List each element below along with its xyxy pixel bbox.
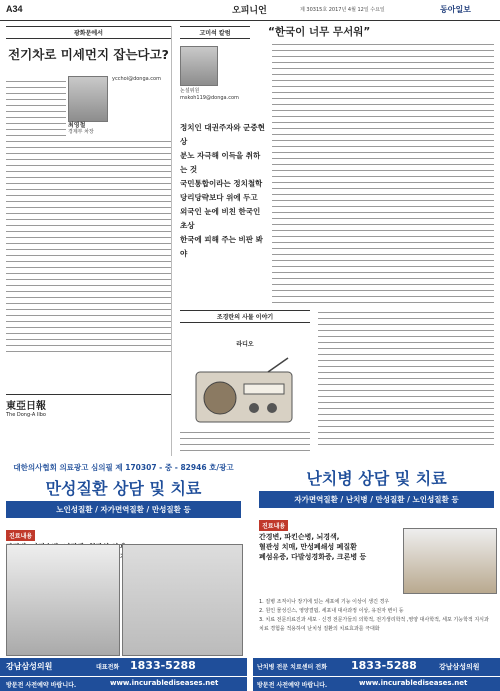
author-role: 경제부 차장 [68,129,94,135]
pull-quote: 국민통합이라는 정치철학 [180,179,263,188]
ad-right-phone[interactable]: 1833-5288 [351,659,417,672]
masthead-logo: 東亞日報 [6,401,46,412]
ad-phone[interactable]: 1833-5288 [130,659,196,672]
ad-right-points [259,598,495,634]
ad-right-site-label: 방문전 사전예약 바랍니다. [257,682,328,689]
ad-right-program-item: 폐섬유증, 다발성경화증, 크론병 등 [259,553,367,561]
page-header [0,0,500,21]
ad-footer [0,658,247,676]
radio-illustration [188,356,300,428]
ad-subtopics: 노인성질환 / 자가면역질환 / 만성질환 등 [6,501,241,518]
ad-right-site-url[interactable]: www.incurablediseases.net [359,679,468,687]
ad-phone-label: 대표전화 [96,664,120,671]
ad-site-label: 방문전 사전예약 바랍니다. [6,682,77,689]
columnist-role: 논설위원 [180,88,200,94]
columnist-byline [180,88,260,102]
ad-right-program-label: 진료내용 [259,520,288,531]
pull-quote: 당리당략보다 위에 두고 [180,193,258,202]
pull-quote: 외국인 눈에 비친 한국인 초상 [180,207,261,230]
ad-approval: 대한의사협회 의료광고 심의필 제 170307 - 중 - 82946 호/광고 [13,463,234,472]
column-body [272,44,494,314]
author-email: ycchoi@donga.com [112,76,161,82]
ad-right-clinic-name: 강남삼성의원 [439,663,480,671]
author-name: 최영철 [68,122,86,129]
ad-right-point: 1. 질병 조직이나 장기에 있는 세포에 기능 이상이 생긴 경우 [259,599,390,605]
page-number: A34 [6,4,23,14]
ad-site-url[interactable]: www.incurablediseases.net [110,679,219,687]
ad-headline: 만성질환 상담 및 치료 [45,479,202,498]
pull-quote: 정치인 대권주자와 군중현상 [180,123,265,146]
left-column [6,26,172,456]
ad-clinic-photo-2 [122,544,243,656]
right-column [180,26,494,306]
section-title: 오피니언 [232,6,267,16]
column-title: “한국이 너무 무서워” [268,26,371,38]
ad-right-program-item: 간경변, 파킨슨병, 뇌경색, [259,533,340,541]
masthead-box [6,394,171,455]
pull-quotes [180,121,266,261]
columnist-email: mskoh119@donga.com [180,95,239,101]
ad-right-point: 3. 치료 전문의료진과 세포 · 신경 전문가들의 의학적, 전기생리학적 ,영양 대사학적, 세포 기능학적 지식과 치료 경험을 적용하여 난치성 질환의 치료효과를 극대화 [259,617,489,632]
article-body-part2 [6,141,171,381]
ad-right-headline: 난치병 상담 및 치료 [306,469,447,488]
author-byline [68,122,108,136]
masthead-brand: The Dong-A Ilbo [6,412,46,418]
object-story-body [318,312,494,452]
paper-logo: 동아일보 [440,5,471,14]
ad-right-subtopics: 자가면역질환 / 난치병 / 만성질환 / 노인성질환 등 [259,491,494,508]
ad-clinic-name: 강남삼성의원 [6,662,53,671]
ad-program-label: 진료내용 [6,530,35,541]
pull-quote: 분노 자극해 이득을 취하는 것 [180,151,261,174]
issue-date: 제 30315호 2017년 4월 12일 수요일 [300,7,385,13]
author-photo [68,76,108,122]
ad-right-footer [253,658,500,676]
column-tag: 광화문에서 [6,26,171,39]
ad-right-program-item: 혈관성 치매, 만성폐쇄성 폐질환 [259,543,357,551]
ad-clinic-photo [6,544,120,656]
ad-right-point: 2. 원인 물성신스, 영양결핍, 세포내 대사과정 이상, 유전자 변이 등 [259,608,404,614]
ad-left [0,458,247,691]
ad-right [253,458,500,691]
object-story-label: 조경란의 사물 이야기 [180,310,310,323]
ad-right-footer-label: 난치병 전문 치료센터 전화 [257,664,328,671]
ad-right-photo [403,528,497,594]
object-story-subject: 라디오 [236,341,254,348]
column-tag-right: 고미석 칼럼 [180,26,250,39]
object-story-body-bottom [180,432,310,456]
article-title: 전기차로 미세먼지 잡는다고? [8,47,169,62]
ad-url-bar [0,677,247,691]
ad-right-url-bar [253,677,500,691]
columnist-photo [180,46,218,86]
pull-quote: 한국에 피해 주는 비판 봐야 [180,235,263,258]
